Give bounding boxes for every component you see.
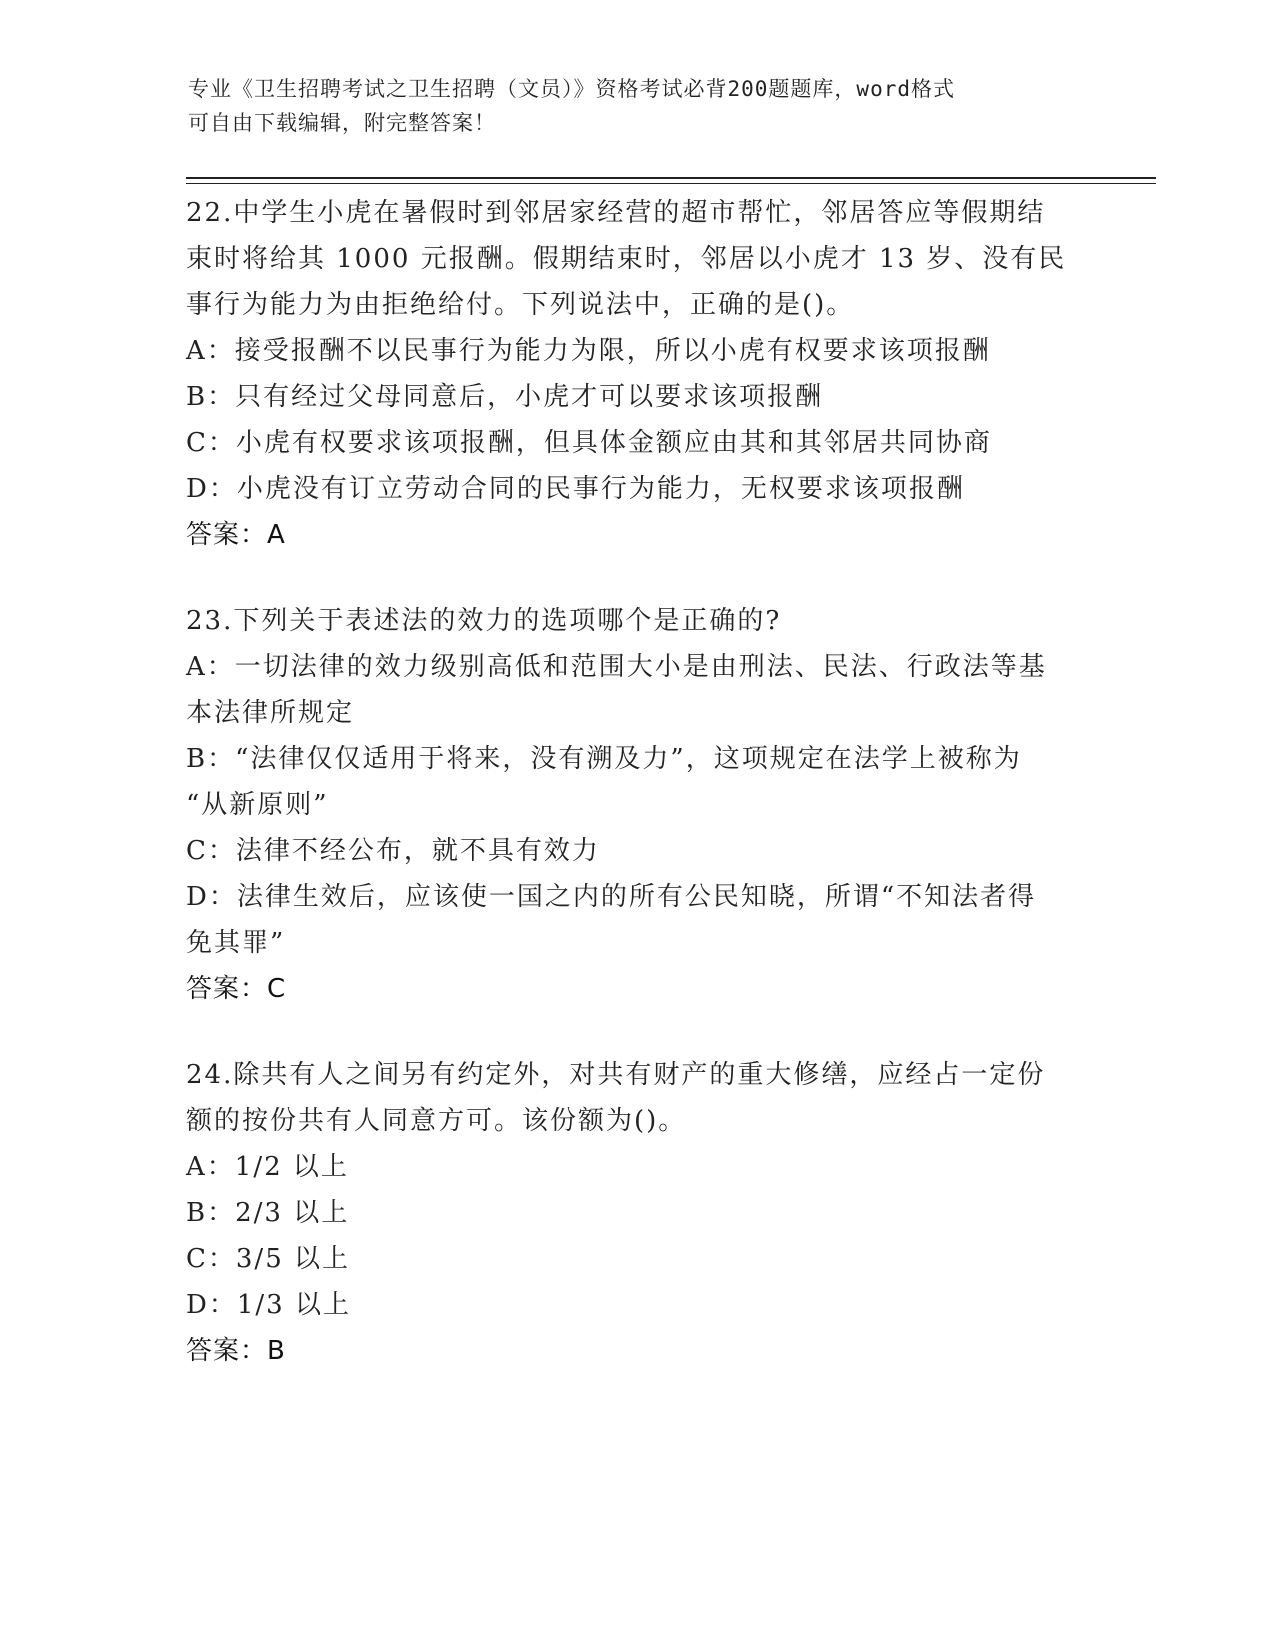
option-c: C：3/5 以上 — [186, 1244, 351, 1274]
question-stem-line: 束时将给其 1000 元报酬。假期结束时，邻居以小虎才 13 岁、没有民 — [186, 244, 1067, 274]
question-23 — [186, 598, 1086, 1012]
answer-label: 答案：A — [186, 520, 286, 550]
header-line-2: 可自由下载编辑，附完整答案！ — [188, 111, 496, 135]
question-22 — [186, 190, 1086, 558]
answer-label: 答案：C — [186, 974, 287, 1004]
option-d: D：1/3 以上 — [186, 1290, 351, 1320]
option-b: B：2/3 以上 — [186, 1198, 350, 1228]
option-a: A：接受报酬不以民事行为能力为限，所以小虎有权要求该项报酬 — [186, 336, 991, 366]
question-24 — [186, 1052, 1086, 1374]
option-b: B：“法律仅仅适用于将来，没有溯及力”，这项规定在法学上被称为 — [186, 744, 1022, 774]
option-b: B：只有经过父母同意后，小虎才可以要求该项报酬 — [186, 382, 824, 412]
answer-label: 答案：B — [186, 1336, 286, 1366]
option-b-continued: “从新原则” — [186, 790, 329, 820]
option-a: A：一切法律的效力级别高低和范围大小是由刑法、民法、行政法等基 — [186, 652, 1047, 682]
question-list — [186, 190, 1086, 1414]
question-stem-line: 24.除共有人之间另有约定外，对共有财产的重大修缮，应经占一定份 — [186, 1060, 1046, 1090]
option-a: A：1/2 以上 — [186, 1152, 349, 1182]
question-stem-line: 23.下列关于表述法的效力的选项哪个是正确的? — [186, 606, 782, 636]
header-divider-thin — [186, 183, 1156, 184]
header-line-1: 专业《卫生招聘考试之卫生招聘（文员）》资格考试必背200题题库，word格式 — [188, 77, 955, 101]
option-c: C：小虎有权要求该项报酬，但具体金额应由其和其邻居共同协商 — [186, 428, 992, 458]
question-stem-line: 22.中学生小虎在暑假时到邻居家经营的超市帮忙，邻居答应等假期结 — [186, 198, 1046, 228]
question-stem-line: 额的按份共有人同意方可。该份额为()。 — [186, 1106, 687, 1136]
option-d-continued: 免其罪” — [186, 928, 286, 958]
question-stem-line: 事行为能力为由拒绝给付。下列说法中，正确的是()。 — [186, 290, 855, 320]
option-d: D：法律生效后，应该使一国之内的所有公民知晓，所谓“不知法者得 — [186, 882, 1037, 912]
option-c: C：法律不经公布，就不具有效力 — [186, 836, 600, 866]
document-header — [188, 72, 1088, 140]
option-a-continued: 本法律所规定 — [186, 698, 355, 728]
header-divider-thick — [186, 177, 1156, 179]
option-d: D：小虎没有订立劳动合同的民事行为能力，无权要求该项报酬 — [186, 474, 965, 504]
